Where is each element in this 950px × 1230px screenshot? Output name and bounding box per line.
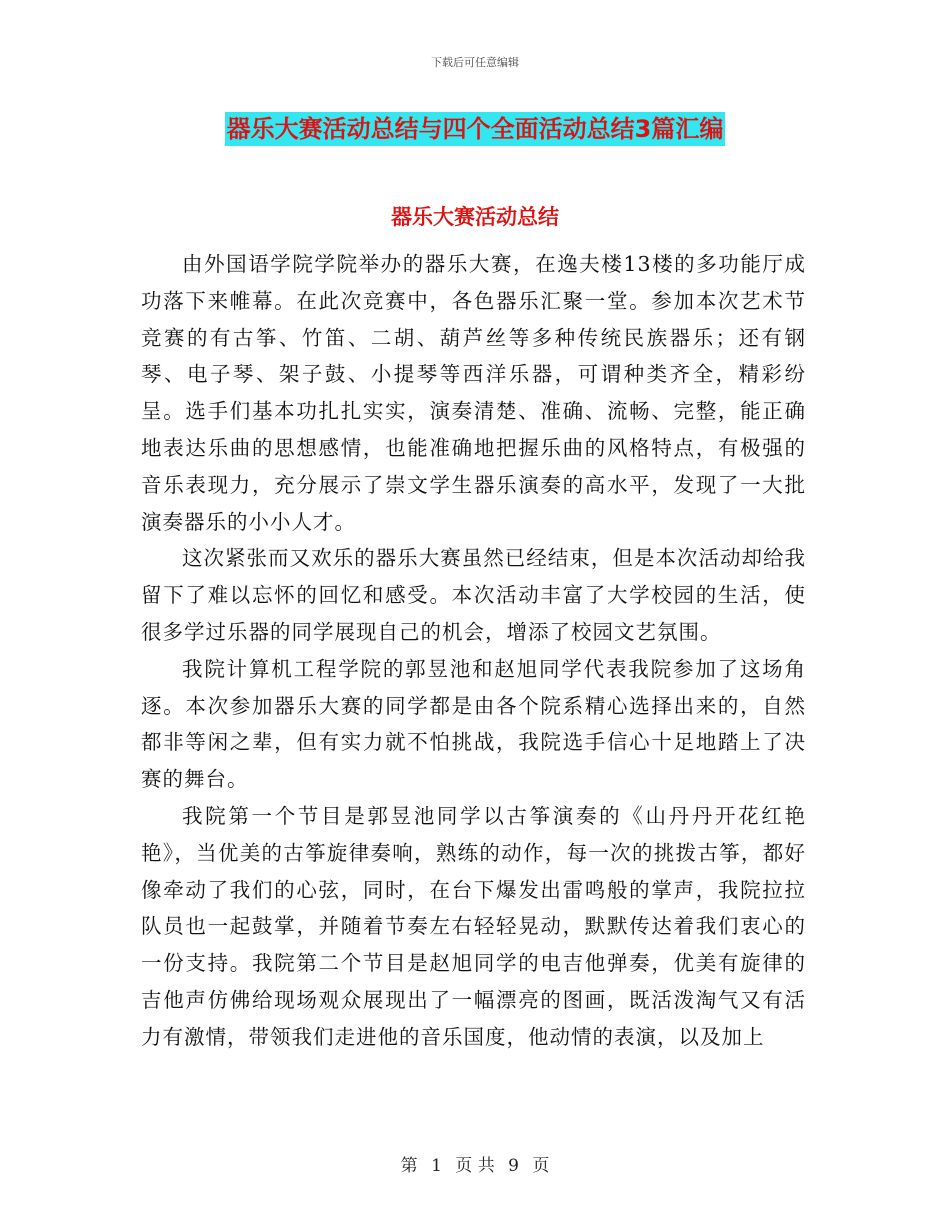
body-text xyxy=(141,246,806,1056)
paragraph-4: 我院第一个节目是郭昱池同学以古筝演奏的《山丹丹开花红艳艳》，当优美的古筝旋律奏响，熟练的动作，每一次的挑拨古筝，都好像牵动了我们的心弦，同时，在台下爆发出雷鸣般的掌声，我院拉拉队员也一起鼓掌，并随着节奏左右轻轻晃动，默默传达着我们衷心的一份支持。我院第二个节目是赵旭同学的电吉他弹奏，优美有旋律的吉他声仿佛给现场观众展现出了一幅漂亮的图画，既活泼淘气又有活力有激情，带领我们走进他的音乐国度，他动情的表演，以及加上 xyxy=(141,803,806,1049)
main-title-container xyxy=(0,112,950,146)
main-title: 器乐大赛活动总结与四个全面活动总结3篇汇编 xyxy=(225,112,726,146)
header-note: 下载后可任意编辑 xyxy=(431,56,519,69)
footer-middle: 页 共 xyxy=(455,1156,495,1176)
paragraph-2: 这次紧张而又欢乐的器乐大赛虽然已经结束，但是本次活动却给我留下了难以忘怀的回忆和感受。本次活动丰富了大学校园的生活，使很多学过乐器的同学展现自己的机会，增添了校园文艺氛围。 xyxy=(141,546,806,644)
section-title: 器乐大赛活动总结 xyxy=(391,205,559,229)
footer-suffix: 页 xyxy=(532,1156,550,1176)
paragraph-1: 由外国语学院学院举办的器乐大赛，在逸夫楼13楼的多功能厅成功落下来帷幕。在此次竞赛中，各色器乐汇聚一堂。参加本次艺术节竞赛的有古筝、竹笛、二胡、葫芦丝等多种传统民族器乐；还有钢琴、电子琴、架子鼓、小提琴等西洋乐器，可谓种类齐全，精彩纷呈。选手们基本功扎扎实实，演奏清楚、准确、流畅、完整，能正确地表达乐曲的思想感情，也能准确地把握乐曲的风格特点，有极强的音乐表现力，充分展示了崇文学生器乐演奏的高水平，发现了一大批演奏器乐的小小人才。 xyxy=(141,252,806,534)
footer-prefix: 第 xyxy=(400,1156,418,1176)
footer-total-pages: 9 xyxy=(508,1156,519,1176)
page-footer xyxy=(0,1151,950,1176)
paragraph-3: 我院计算机工程学院的郭昱池和赵旭同学代表我院参加了这场角逐。本次参加器乐大赛的同学都是由各个院系精心选择出来的，自然都非等闲之辈，但有实力就不怕挑战，我院选手信心十足地踏上了决赛的舞台。 xyxy=(141,656,806,792)
footer-page-number: 1 xyxy=(431,1156,442,1176)
